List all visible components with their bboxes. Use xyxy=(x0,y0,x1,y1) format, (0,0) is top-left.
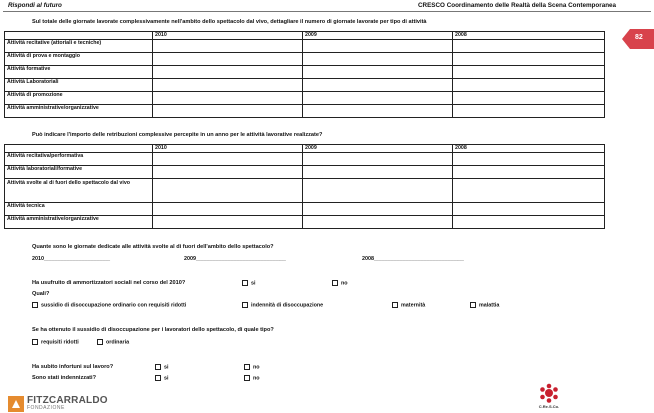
input-cell[interactable] xyxy=(453,153,605,166)
option-label: si xyxy=(164,375,169,382)
col-year: 2009 xyxy=(303,145,453,153)
question-compensated: Sono stati indennizzati? xyxy=(32,375,97,381)
row-label: Attività tecnica xyxy=(5,203,153,216)
input-cell[interactable] xyxy=(453,92,605,105)
input-cell[interactable] xyxy=(153,79,303,92)
input-cell[interactable] xyxy=(153,179,303,203)
input-cell[interactable] xyxy=(453,166,605,179)
cresco-logo xyxy=(537,383,561,411)
input-cell[interactable] xyxy=(303,216,453,229)
option-label: ordinaria xyxy=(106,339,130,346)
question-compensation: Può indicare l'importo delle retribuzioni complessive percepite in un anno per le attività lavorative realizzate? xyxy=(32,132,323,138)
question-working-days: Sul totale delle giornate lavorate complessivamente nell'ambito dello spettacolo dal vivo, dettagliare il numero di giornate lavorate per tipo di attività xyxy=(32,19,427,25)
option-ordinary[interactable] xyxy=(97,339,129,345)
input-cell[interactable] xyxy=(303,166,453,179)
input-cell[interactable] xyxy=(453,79,605,92)
option-maternity[interactable] xyxy=(392,302,425,308)
row-label: Attività Laboratoriali xyxy=(5,79,153,92)
option-label: maternità xyxy=(401,302,426,309)
question-outside-days: Quante sono le giornate dedicate alle attività svolte al di fuori dell'ambito dello spettacolo? xyxy=(32,244,274,250)
cresco-label: C.Re.S.Co. xyxy=(538,404,560,409)
row-label: Attività formative xyxy=(5,66,153,79)
which-label: Quali? xyxy=(32,291,50,297)
compensated-no[interactable] xyxy=(244,375,260,381)
option-label: malattia xyxy=(479,302,500,309)
checkbox[interactable] xyxy=(392,302,398,308)
fitzcarraldo-name: FITZCARRALDO xyxy=(27,395,108,406)
input-cell[interactable] xyxy=(303,53,453,66)
input-cell[interactable] xyxy=(453,40,605,53)
input-cell[interactable] xyxy=(153,53,303,66)
injury-yes[interactable] xyxy=(155,364,169,370)
option-illness[interactable] xyxy=(470,302,499,308)
input-cell[interactable] xyxy=(303,153,453,166)
col-year: 2010 xyxy=(153,32,303,40)
year-2008-field[interactable]: 2008______________________________ xyxy=(362,256,464,262)
question-injury: Ha subito infortuni sul lavoro? xyxy=(32,364,114,370)
checkbox[interactable] xyxy=(470,302,476,308)
checkbox[interactable] xyxy=(97,339,103,345)
year-2010-field[interactable]: 2010______________________ xyxy=(32,256,110,262)
page-number-tab xyxy=(622,29,654,49)
option-yes[interactable] xyxy=(242,280,256,286)
fitzcarraldo-logo xyxy=(8,394,128,412)
compensated-yes[interactable] xyxy=(155,375,169,381)
input-cell[interactable] xyxy=(453,203,605,216)
option-label: no xyxy=(341,280,348,287)
option-label: sussidio di disoccupazione ordinario con requisiti ridotti xyxy=(41,302,187,309)
row-label: Attività di promozione xyxy=(5,92,153,105)
checkbox[interactable] xyxy=(332,280,338,286)
row-label: Attività di prova e montaggio xyxy=(5,53,153,66)
input-cell[interactable] xyxy=(303,66,453,79)
header-left-title: Rispondi al futuro xyxy=(8,2,62,9)
option-label: si xyxy=(251,280,256,287)
checkbox[interactable] xyxy=(244,364,250,370)
fitzcarraldo-sub: FONDAZIONE xyxy=(27,405,65,411)
option-label: indennità di disoccupazione xyxy=(251,302,324,309)
option-unemployment-benefit[interactable] xyxy=(242,302,323,308)
input-cell[interactable] xyxy=(153,92,303,105)
question-social-safety: Ha usufruito di ammortizzatori sociali nel corso del 2010? xyxy=(32,280,186,286)
checkbox[interactable] xyxy=(242,280,248,286)
input-cell[interactable] xyxy=(153,216,303,229)
injury-no[interactable] xyxy=(244,364,260,370)
checkbox[interactable] xyxy=(32,339,38,345)
fitzcarraldo-mark-icon xyxy=(8,396,24,412)
table-corner xyxy=(5,145,153,153)
option-label: requisiti ridotti xyxy=(41,339,79,346)
input-cell[interactable] xyxy=(303,179,453,203)
input-cell[interactable] xyxy=(153,40,303,53)
option-reduced-unemployment[interactable] xyxy=(32,302,186,308)
input-cell[interactable] xyxy=(453,216,605,229)
input-cell[interactable] xyxy=(303,203,453,216)
option-reduced-requirements[interactable] xyxy=(32,339,79,345)
input-cell[interactable] xyxy=(453,53,605,66)
input-cell[interactable] xyxy=(153,203,303,216)
input-cell[interactable] xyxy=(453,179,605,203)
input-cell[interactable] xyxy=(153,153,303,166)
input-cell[interactable] xyxy=(153,105,303,118)
row-label: Attività amministrative/organizzative xyxy=(5,216,153,229)
input-cell[interactable] xyxy=(303,92,453,105)
input-cell[interactable] xyxy=(303,105,453,118)
input-cell[interactable] xyxy=(303,79,453,92)
option-label: no xyxy=(253,375,260,382)
col-year: 2008 xyxy=(453,145,605,153)
row-label: Attività laboratoriali/formative xyxy=(5,166,153,179)
col-year: 2010 xyxy=(153,145,303,153)
row-label: Attività svolte al di fuori dello spettacolo dal vivo xyxy=(5,179,153,203)
option-label: no xyxy=(253,364,260,371)
header-divider xyxy=(3,11,651,12)
checkbox[interactable] xyxy=(32,302,38,308)
option-no[interactable] xyxy=(332,280,348,286)
checkbox[interactable] xyxy=(242,302,248,308)
checkbox[interactable] xyxy=(155,375,161,381)
header-right-title: CRESCO Coordinamento delle Realtà della Scena Contemporanea xyxy=(418,2,617,9)
checkbox[interactable] xyxy=(244,375,250,381)
working-days-table xyxy=(4,31,605,118)
year-2009-field[interactable]: 2009______________________________ xyxy=(184,256,286,262)
option-label: si xyxy=(164,364,169,371)
input-cell[interactable] xyxy=(453,66,605,79)
cresco-mark-icon xyxy=(537,383,561,404)
col-year: 2009 xyxy=(303,32,453,40)
page-number: 82 xyxy=(635,34,643,41)
input-cell[interactable] xyxy=(453,105,605,118)
input-cell[interactable] xyxy=(153,166,303,179)
checkbox[interactable] xyxy=(155,364,161,370)
row-label: Attività recitative (attoriali e tecniche) xyxy=(5,40,153,53)
row-label: Attività amministrative/organizzative xyxy=(5,105,153,118)
input-cell[interactable] xyxy=(153,66,303,79)
col-year: 2008 xyxy=(453,32,605,40)
row-label: Attività recitativa/performativa xyxy=(5,153,153,166)
question-subsidy-type: Se ha ottenuto il sussidio di disoccupazione per i lavoratori dello spettacolo, di quale tipo? xyxy=(32,327,274,333)
input-cell[interactable] xyxy=(303,40,453,53)
table-corner xyxy=(5,32,153,40)
compensation-table xyxy=(4,144,605,229)
